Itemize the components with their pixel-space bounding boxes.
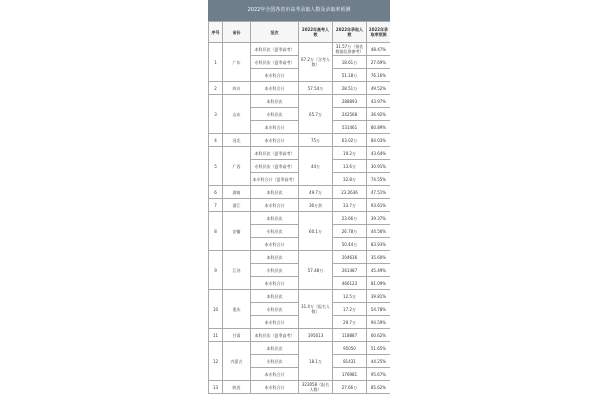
rate-cell: 43.64% xyxy=(367,147,391,160)
province-name: 广西 xyxy=(223,147,251,186)
batch-cell: 专科层次（夏季高考） xyxy=(251,56,299,69)
admitted-cell: 118887 xyxy=(333,329,367,342)
table-row xyxy=(209,381,391,394)
rate-cell: 85.62% xyxy=(367,381,391,394)
admitted-cell: 531461 xyxy=(333,121,367,134)
admitted-cell: 17.2万 xyxy=(333,303,367,316)
province-name: 四川 xyxy=(223,82,251,95)
table-row xyxy=(209,290,391,303)
province-name: 陕西 xyxy=(223,381,251,394)
admitted-cell: 19.2万 xyxy=(333,147,367,160)
batch-cell: 本科层次 xyxy=(251,251,299,264)
row-number: 6 xyxy=(209,186,223,199)
admitted-cell: 63.02万 xyxy=(333,134,367,147)
rate-cell: 45.49% xyxy=(367,264,391,277)
batch-cell: 本科层次（夏季高考） xyxy=(251,43,299,56)
admitted-cell: 176981 xyxy=(333,368,367,381)
admitted-cell: 26.78万 xyxy=(333,225,367,238)
row-number: 5 xyxy=(209,147,223,186)
rate-cell: 48.47% xyxy=(367,43,391,56)
rate-cell: 49.52% xyxy=(367,82,391,95)
batch-cell: 专科层次 xyxy=(251,108,299,121)
province-name: 广东 xyxy=(223,43,251,82)
rate-cell: 44.25% xyxy=(367,355,391,368)
row-number: 8 xyxy=(209,212,223,251)
admitted-cell: 50.44万 xyxy=(333,238,367,251)
row-number: 12 xyxy=(209,342,223,381)
province-name: 河北 xyxy=(223,134,251,147)
row-number: 13 xyxy=(209,381,223,394)
table-row xyxy=(209,212,391,225)
rate-cell: 27.69% xyxy=(367,56,391,69)
table-row xyxy=(209,329,391,342)
exam-total-cell: 75万 xyxy=(299,134,333,147)
row-number: 3 xyxy=(209,95,223,134)
province-name: 浙江 xyxy=(223,199,251,212)
rate-cell: 36.92% xyxy=(367,108,391,121)
row-number: 9 xyxy=(209,251,223,290)
batch-cell: 本专科合计（夏季高考） xyxy=(251,173,299,186)
rate-cell: 54.78% xyxy=(367,303,391,316)
rate-cell: 74.55% xyxy=(367,173,391,186)
batch-cell: 本科层次 xyxy=(251,212,299,225)
exam-total-cell: 65.7万 xyxy=(299,95,333,134)
col-header-batch: 批次 xyxy=(251,22,299,43)
province-name: 重庆 xyxy=(223,290,251,329)
province-name: 安徽 xyxy=(223,212,251,251)
admitted-cell: 18.61万 xyxy=(333,56,367,69)
table-row xyxy=(209,95,391,108)
col-header-admitted: 2022年录取人数 xyxy=(333,22,367,43)
rate-cell: 84.03% xyxy=(367,134,391,147)
exam-total-cell: 60.1万 xyxy=(299,212,333,251)
batch-cell: 本科层次（夏季高考） xyxy=(251,329,299,342)
row-number: 1 xyxy=(209,43,223,82)
exam-total-cell: 323058（报名人数） xyxy=(299,381,333,394)
col-header-rate: 2022年录取率预测 xyxy=(367,22,391,43)
admitted-cell: 288893 xyxy=(333,95,367,108)
rate-cell: 39.37% xyxy=(367,212,391,225)
province-name: 江苏 xyxy=(223,251,251,290)
province-name: 内蒙古 xyxy=(223,342,251,381)
table-row xyxy=(209,199,391,212)
rate-cell: 83.93% xyxy=(367,238,391,251)
row-number: 10 xyxy=(209,290,223,329)
rate-cell: 93.61% xyxy=(367,199,391,212)
batch-cell: 本专科合计 xyxy=(251,121,299,134)
col-header-province: 省份 xyxy=(223,22,251,43)
admitted-cell: 261487 xyxy=(333,264,367,277)
batch-cell: 专科层次 xyxy=(251,355,299,368)
table-row xyxy=(209,134,391,147)
admitted-cell: 12.5万 xyxy=(333,290,367,303)
row-number: 2 xyxy=(209,82,223,95)
rate-cell: 95.67% xyxy=(367,368,391,381)
exam-total-cell: 67.2万（含考人数） xyxy=(299,43,333,82)
admitted-cell: 27.66万 xyxy=(333,381,367,394)
batch-cell: 本科层次 xyxy=(251,186,299,199)
table-body xyxy=(209,43,391,394)
batch-cell: 本专科合计 xyxy=(251,69,299,82)
batch-cell: 本专科合计 xyxy=(251,134,299,147)
exam-total-cell: 57.48万 xyxy=(299,251,333,290)
rate-cell: 94.59% xyxy=(367,316,391,329)
admitted-cell: 32.8万 xyxy=(333,173,367,186)
province-name: 山东 xyxy=(223,95,251,134)
batch-cell: 专科层次 xyxy=(251,303,299,316)
admitted-cell: 13.6万 xyxy=(333,160,367,173)
table-row xyxy=(209,43,391,56)
exam-total-cell: 36万余 xyxy=(299,199,333,212)
admission-table xyxy=(208,21,390,394)
admitted-cell: 23.66万 xyxy=(333,212,367,225)
rate-cell: 30.91% xyxy=(367,160,391,173)
admitted-cell: 204636 xyxy=(333,251,367,264)
table-row xyxy=(209,82,391,95)
rate-cell: 43.97% xyxy=(367,95,391,108)
admitted-cell: 466123 xyxy=(333,277,367,290)
table-row xyxy=(209,186,391,199)
exam-total-cell: 31.4万（报名人数） xyxy=(299,290,333,329)
batch-cell: 本科层次 xyxy=(251,95,299,108)
batch-cell: 专科层次（夏季高考） xyxy=(251,160,299,173)
admitted-cell: 95050 xyxy=(333,342,367,355)
row-number: 11 xyxy=(209,329,223,342)
admitted-cell: 51.18万 xyxy=(333,69,367,82)
rate-cell: 80.89% xyxy=(367,121,391,134)
document-page xyxy=(208,0,390,400)
batch-cell: 本专科合计 xyxy=(251,381,299,394)
exam-total-cell: 44万 xyxy=(299,147,333,186)
rate-cell: 44.56% xyxy=(367,225,391,238)
batch-cell: 本专科合计 xyxy=(251,277,299,290)
batch-cell: 专科层次 xyxy=(251,225,299,238)
row-number: 7 xyxy=(209,199,223,212)
admitted-cell: 81431 xyxy=(333,355,367,368)
batch-cell: 本专科合计 xyxy=(251,238,299,251)
batch-cell: 本科层次 xyxy=(251,290,299,303)
header-row xyxy=(209,22,391,43)
rate-cell: 76.16% xyxy=(367,69,391,82)
admitted-cell: 33.7万 xyxy=(333,199,367,212)
admitted-cell: 242568 xyxy=(333,108,367,121)
province-name: 湖南 xyxy=(223,186,251,199)
exam-total-cell: 18.1万 xyxy=(299,342,333,381)
batch-cell: 本专科合计 xyxy=(251,368,299,381)
batch-cell: 专科层次 xyxy=(251,264,299,277)
col-header-no: 序号 xyxy=(209,22,223,43)
rate-cell: 51.65% xyxy=(367,342,391,355)
row-number: 4 xyxy=(209,134,223,147)
table-title: 2022年全国各省市高考录取人数及录取率预测 xyxy=(208,0,390,21)
province-name: 甘肃 xyxy=(223,329,251,342)
rate-cell: 47.51% xyxy=(367,186,391,199)
table-row xyxy=(209,147,391,160)
admitted-cell: 29.7万 xyxy=(333,316,367,329)
batch-cell: 本专科合计 xyxy=(251,82,299,95)
exam-total-cell: 49.7万 xyxy=(299,186,333,199)
batch-cell: 本专科合计 xyxy=(251,316,299,329)
table-row xyxy=(209,342,391,355)
admitted-cell: 28.51万 xyxy=(333,82,367,95)
batch-cell: 本科层次 xyxy=(251,342,299,355)
rate-cell: 60.62% xyxy=(367,329,391,342)
rate-cell: 81.09% xyxy=(367,277,391,290)
batch-cell: 本科层次（夏季高考） xyxy=(251,147,299,160)
table-row xyxy=(209,251,391,264)
admitted-cell: 23.2636 xyxy=(333,186,367,199)
batch-cell: 本专科合计 xyxy=(251,199,299,212)
col-header-total: 2022年高考人数 xyxy=(299,22,333,43)
rate-cell: 35.60% xyxy=(367,251,391,264)
exam-total-cell: 57.54万 xyxy=(299,82,333,95)
rate-cell: 39.81% xyxy=(367,290,391,303)
admitted-cell: 31.57万（预估数据仅供参考） xyxy=(333,43,367,56)
exam-total-cell: 195613 xyxy=(299,329,333,342)
